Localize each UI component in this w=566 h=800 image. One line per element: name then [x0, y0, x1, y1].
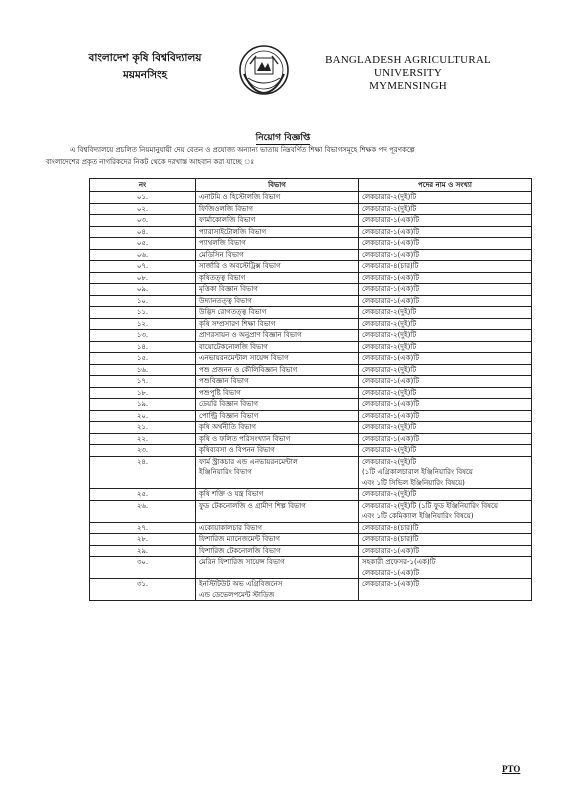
row-department [196, 456, 359, 489]
row-serial: ০২. [90, 203, 196, 215]
post-line: লেকচারার-১(এক)টি [362, 285, 420, 293]
department-line: প্যাথলজি বিভাগ [199, 239, 246, 247]
row-serial: ২৫. [90, 489, 196, 501]
post-line: এবং ১টি সিভিল ইঞ্জিনিয়ারিং বিষয়ে) [362, 478, 465, 487]
table-row [90, 489, 532, 501]
row-serial: ২২. [90, 433, 196, 445]
table-row [90, 272, 532, 284]
table-header-row [90, 179, 532, 192]
department-line: এনাটমি ও হিস্টোলজি বিভাগ [199, 193, 281, 201]
table-row [90, 433, 532, 445]
row-serial: ১৮. [90, 387, 196, 399]
row-post [359, 261, 532, 273]
row-department [196, 433, 359, 445]
row-post [359, 341, 532, 353]
pto-label: PTO [502, 764, 521, 774]
table-row [90, 545, 532, 557]
row-department [196, 376, 359, 388]
row-post [359, 238, 532, 250]
row-serial: ২৪. [90, 456, 196, 489]
table-row [90, 522, 532, 534]
row-department [196, 295, 359, 307]
row-serial: ২৬. [90, 500, 196, 522]
department-line: উদ্যানতত্ত্ব বিভাগ [199, 296, 252, 305]
row-post [359, 376, 532, 388]
row-post [359, 522, 532, 534]
department-line: পশুপুষ্টি বিভাগ [199, 388, 241, 397]
post-line: লেকচারার-২(দুই)টি [362, 204, 417, 213]
post-line: লেকচারার-১(এক)টি [362, 227, 420, 236]
row-serial: ০৮. [90, 272, 196, 284]
post-line: লেকচারার-১(এক)টি [362, 546, 420, 555]
table-row [90, 410, 532, 422]
post-line: লেকচারার-১(এক)টি [362, 377, 420, 385]
department-line: এনভায়রনমেন্টাল সায়েন্স বিভাগ [199, 354, 289, 362]
row-post [359, 295, 532, 307]
post-line: লেকচারার-২(দুই)টি [362, 331, 417, 339]
table-row [90, 387, 532, 399]
row-serial: ০৩. [90, 215, 196, 227]
post-line: লেকচারার-১(এক)টি [362, 354, 420, 362]
row-department [196, 318, 359, 330]
department-line: পশু প্রজনন ও কৌলিবিজ্ঞান বিভাগ [199, 365, 298, 374]
department-line: কৃষিতত্ত্ব বিভাগ [199, 273, 246, 282]
department-line: কৃষি ও ফলিত পরিসংখ্যান বিভাগ [199, 434, 291, 443]
department-line: পোল্ট্রি বিজ্ঞান বিভাগ [199, 411, 259, 420]
post-line: লেকচারার-২(দুই)টি [362, 365, 417, 374]
department-line: কৃষিব্যবসা ও বিপনন বিভাগ [199, 446, 275, 454]
row-serial: ১৪. [90, 341, 196, 353]
notice-title [0, 125, 566, 145]
row-serial: ১৬. [90, 364, 196, 376]
post-line: লেকচারার-১(এক)টি [362, 400, 420, 408]
row-department [196, 557, 359, 579]
row-department [196, 330, 359, 342]
post-line: লেকচারার-১(এক)টি [362, 434, 420, 443]
table-body [90, 192, 532, 601]
department-line: ইঞ্জিনিয়ারিং বিভাগ [199, 468, 252, 476]
row-serial: ১১. [90, 307, 196, 319]
post-line: লেকচারার-২(দুই)টি [362, 457, 417, 466]
university-emblem-icon [238, 44, 290, 96]
post-line: লেকচারার-১(এক)টি [362, 296, 420, 305]
department-line: মেরিন ফিশারিজ সায়েন্স বিভাগ [199, 558, 285, 566]
table-row [90, 203, 532, 215]
row-post [359, 284, 532, 296]
department-line: ফিশারিজ ম্যানেজমেন্ট বিভাগ [199, 535, 280, 543]
post-line: লেকচারার-১(এক)টি [362, 411, 420, 420]
row-department [196, 215, 359, 227]
row-department [196, 445, 359, 457]
table-row [90, 284, 532, 296]
row-department [196, 261, 359, 273]
row-department [196, 364, 359, 376]
row-post [359, 272, 532, 284]
row-post [359, 579, 532, 601]
post-line: লেকচারার-১(এক)টি [362, 216, 420, 224]
post-line: লেকচারার-২(দুই)টি [362, 446, 417, 454]
table-row [90, 341, 532, 353]
table-row [90, 318, 532, 330]
row-post [359, 422, 532, 434]
city-name-bn: ময়মনসিংহ [122, 69, 168, 81]
row-department [196, 272, 359, 284]
header-serial: নং [90, 179, 196, 192]
row-department [196, 341, 359, 353]
post-line: (১টি এগ্রিকালচারাল ইঞ্জিনিয়ারিং বিষয়ে [362, 468, 473, 476]
row-post [359, 318, 532, 330]
row-post [359, 545, 532, 557]
row-serial: ৩১. [90, 579, 196, 601]
table-row [90, 226, 532, 238]
row-department [196, 192, 359, 204]
department-line: কৃষি অর্থনীতি বিভাগ [199, 423, 256, 431]
department-line: পশুবিজ্ঞান বিভাগ [199, 377, 249, 385]
post-line: লেকচারার-২(দুই)টি [362, 193, 417, 201]
department-line: সার্জারি ও অবস্টেট্রিক্স বিভাগ [199, 262, 281, 270]
row-post [359, 226, 532, 238]
department-line: মৃত্তিকা বিজ্ঞান বিভাগ [199, 285, 258, 293]
university-name-bangla [60, 50, 230, 84]
post-line: লেকচারার-২(দুই)টি (১টি ফুড ইঞ্জিনিয়ারিং বিষয়ে [362, 501, 498, 510]
table-row [90, 261, 532, 273]
row-post [359, 534, 532, 546]
post-line: লেকচারার-৪(চার)টি [362, 523, 419, 532]
notice-title-text: নিয়োগ বিজ্ঞপ্তি [255, 133, 311, 143]
table-row [90, 192, 532, 204]
city-name-en: MYMENSINGH [369, 80, 447, 92]
row-post [359, 433, 532, 445]
department-line: ফার্ম স্ট্রাকচার এন্ড এনভায়রনমেন্টাল [199, 457, 298, 466]
row-post [359, 307, 532, 319]
row-post [359, 353, 532, 365]
department-line: কৃষি সম্প্রসারণ শিক্ষা বিভাগ [199, 319, 276, 328]
row-department [196, 545, 359, 557]
post-line: লেকচারার-১(এক)টি [362, 239, 420, 247]
department-line: বায়োটেকনোলজি বিভাগ [199, 342, 268, 351]
post-line: এবং ১টি কেমিক্যাল ইঞ্জিনিয়ারিং বিষয়ে) [362, 512, 474, 520]
table-row [90, 422, 532, 434]
row-department [196, 579, 359, 601]
row-post [359, 192, 532, 204]
row-post [359, 410, 532, 422]
row-serial: ১৭. [90, 376, 196, 388]
row-department [196, 387, 359, 399]
row-serial: ২৭. [90, 522, 196, 534]
row-post [359, 364, 532, 376]
university-name-en: BANGLADESH AGRICULTURAL UNIVERSITY [325, 54, 491, 79]
department-line: ডেয়রি বিজ্ঞান বিভাগ [199, 400, 258, 408]
post-line: লেকচারার-১(এক)টি [362, 580, 420, 588]
row-serial: ১০. [90, 295, 196, 307]
row-serial: ০৬. [90, 249, 196, 261]
row-serial: ২১. [90, 422, 196, 434]
intro-line-1: এ বিশ্ববিদ্যালয়ে প্রচলিত নিয়মানুযায়ী দেয় বেতন ও প্রযোজ্য অন্যান্য ভাতায় নিম্নবর্ণিত শিক্ষা বিভাগসমূহে শিক্ষক পদ পূরণকল্পে [70, 146, 415, 154]
post-line: লেকচারার-৪(চার)টি [362, 535, 419, 543]
row-post [359, 489, 532, 501]
row-department [196, 284, 359, 296]
intro-line-2: বাংলাদেশের প্রকৃত নাগরিকদের নিকট থেকে দরখাস্ত আহবান করা যাচ্ছে ঃ [46, 158, 255, 166]
table-row [90, 364, 532, 376]
department-line: মেডিসিন বিভাগ [199, 250, 244, 259]
row-serial: ১৫. [90, 353, 196, 365]
row-post [359, 445, 532, 457]
university-name-english [294, 54, 522, 93]
post-line: লেকচারার-১(এক)টি [362, 273, 420, 282]
row-post [359, 557, 532, 579]
row-department [196, 307, 359, 319]
department-line: ফুড টেকনোলজি ও গ্রামীণ শিল্প বিভাগ [199, 501, 306, 510]
row-post [359, 330, 532, 342]
table-row [90, 330, 532, 342]
post-line: লেকচারার-৪(চার)টি [362, 262, 419, 270]
table-row [90, 376, 532, 388]
post-line: লেকচারার-২(দুই)টি [362, 308, 417, 316]
row-department [196, 422, 359, 434]
table-row [90, 534, 532, 546]
row-department [196, 353, 359, 365]
table-row [90, 295, 532, 307]
row-serial: ২৩. [90, 445, 196, 457]
row-serial: ২৮. [90, 534, 196, 546]
department-line: প্রাণরসায়ন ও অনুপ্রাণ বিজ্ঞান বিভাগ [199, 331, 302, 339]
notice-intro [46, 144, 532, 168]
row-post [359, 215, 532, 227]
row-serial: ১৯. [90, 399, 196, 411]
department-line: কৃষি শক্তি ও যন্ত্র বিভাগ [199, 490, 264, 498]
post-line: লেকচারার-২(দুই)টি [362, 388, 417, 397]
row-serial: ৩০. [90, 557, 196, 579]
row-department [196, 399, 359, 411]
table-row [90, 353, 532, 365]
row-post [359, 203, 532, 215]
row-serial: ২৯. [90, 545, 196, 557]
table-row [90, 307, 532, 319]
department-line: ইনস্টিটিউট অভ এগ্রিবিজনেস [199, 580, 283, 588]
table-row [90, 445, 532, 457]
row-department [196, 489, 359, 501]
row-department [196, 238, 359, 250]
row-serial: ১২. [90, 318, 196, 330]
row-department [196, 500, 359, 522]
row-department [196, 534, 359, 546]
department-line: ফিশারিজ টেকনোলজি বিভাগ [199, 546, 281, 555]
post-line: লেকচারার-১(এক)টি [362, 568, 420, 577]
row-department [196, 226, 359, 238]
post-line: লেকচারার-১(এক)টি [362, 250, 420, 259]
row-serial: ০৭. [90, 261, 196, 273]
row-department [196, 249, 359, 261]
row-department [196, 203, 359, 215]
header-department: বিভাগ [196, 179, 359, 192]
post-line: লেকচারার-২(দুই)টি [362, 423, 417, 431]
row-post [359, 399, 532, 411]
department-line: একোয়াকালচার বিভাগ [199, 523, 262, 532]
row-post [359, 249, 532, 261]
post-line: লেকচারার-২(দুই)টি [362, 319, 417, 328]
table-row [90, 579, 532, 601]
university-name-bn: বাংলাদেশ কৃষি বিশ্ববিদ্যালয় [88, 52, 202, 64]
row-serial: ০৪. [90, 226, 196, 238]
row-serial: ২০. [90, 410, 196, 422]
table-row [90, 249, 532, 261]
header-post: পদের নাম ও সংখ্যা [359, 179, 532, 192]
table-row [90, 238, 532, 250]
row-department [196, 410, 359, 422]
row-serial: ০৫. [90, 238, 196, 250]
table-row [90, 500, 532, 522]
table-row [90, 215, 532, 227]
post-line: লেকচারার-২(দুই)টি [362, 342, 417, 351]
department-line: এন্ড ডেভেলপমেন্ট স্টাডিজ [199, 590, 275, 599]
row-serial: ১৩. [90, 330, 196, 342]
post-line: সহকারী প্রফেসর-১(এক)টি [362, 558, 436, 566]
department-line: ফার্মাকোলজি বিভাগ [199, 216, 256, 224]
department-line: প্যারাসাইটোলজি বিভাগ [199, 227, 267, 236]
row-serial: ০৯. [90, 284, 196, 296]
table-row [90, 456, 532, 489]
department-line: উদ্ভিদ রোগতত্ত্ব বিভাগ [199, 308, 267, 316]
row-serial: ০১. [90, 192, 196, 204]
table-row [90, 557, 532, 579]
row-post [359, 500, 532, 522]
post-line: লেকচারার-২(দুই)টি [362, 490, 417, 498]
department-line: ফিজিওলজি বিভাগ [199, 204, 253, 213]
row-post [359, 456, 532, 489]
vacancy-table [89, 178, 532, 601]
table-row [90, 399, 532, 411]
row-post [359, 387, 532, 399]
row-department [196, 522, 359, 534]
